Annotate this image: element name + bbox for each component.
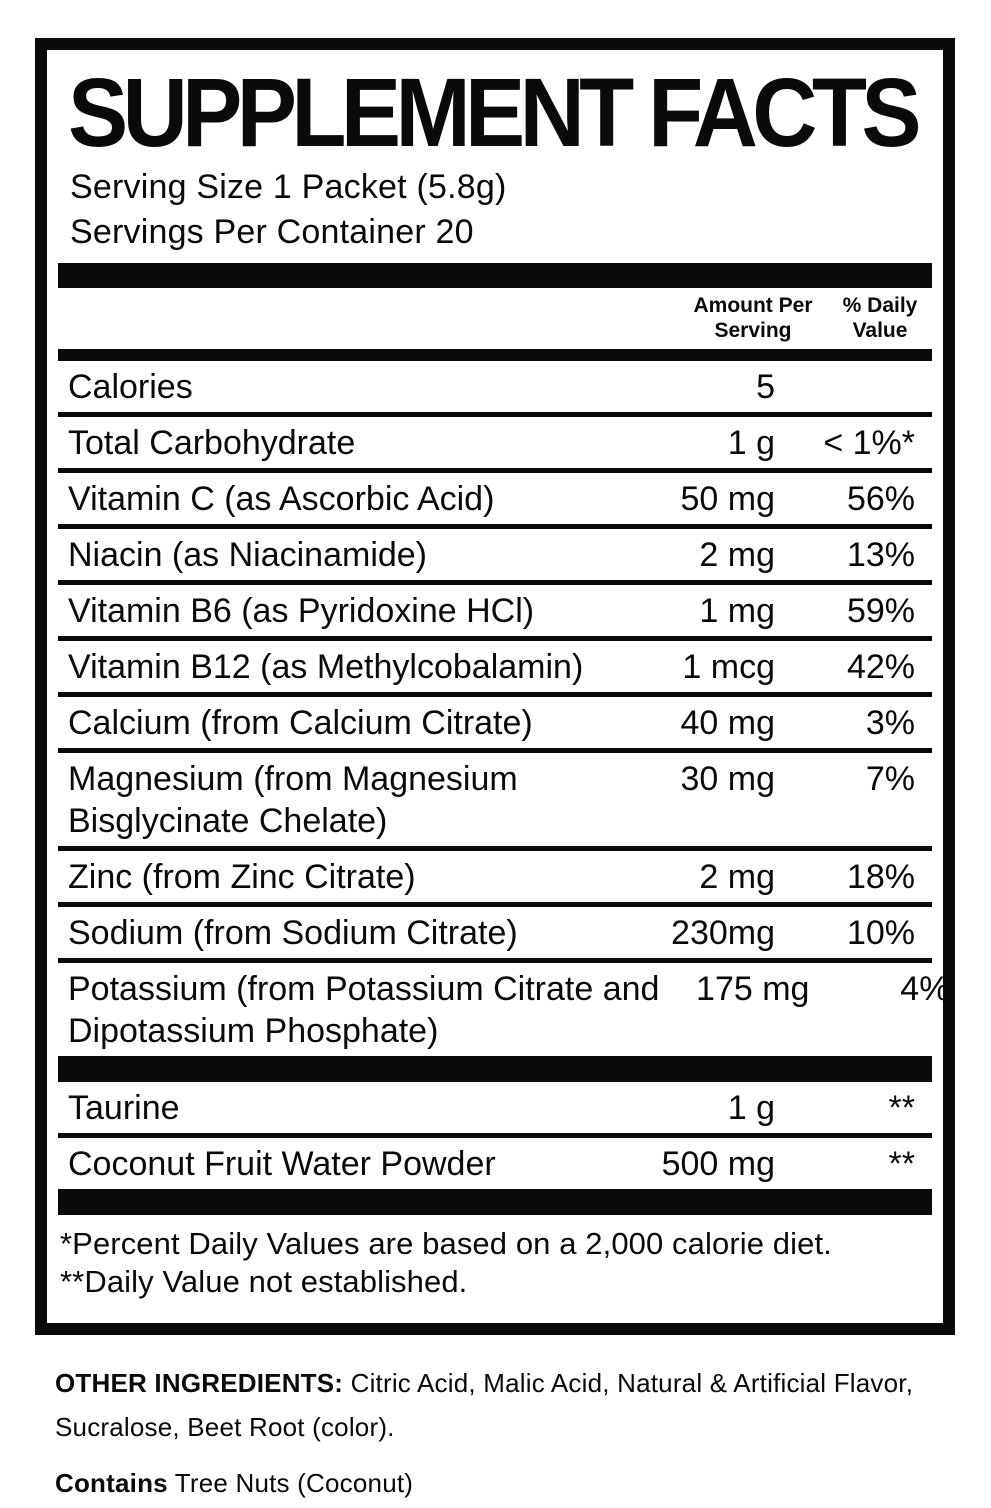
nutrient-row-calories (58, 361, 932, 417)
nutrient-amount: 1 g (727, 1089, 775, 1127)
nutrient-daily-value: 13% (846, 536, 915, 574)
supplement-label-box (35, 38, 955, 1335)
daily-value-header (828, 293, 932, 343)
amount-per-serving-header (678, 293, 828, 343)
nutrient-name: Vitamin C (as Ascorbic Acid) (68, 480, 495, 518)
nutrient-amount: 1 mcg (682, 648, 775, 686)
nutrient-amount: 2 mg (699, 536, 775, 574)
footnotes (60, 1225, 932, 1301)
nutrient-name: Calcium (from Calcium Citrate) (68, 704, 533, 742)
nutrient-amount: 30 mg (680, 760, 775, 798)
nutrient-daily-value: 3% (865, 704, 915, 742)
nutrient-daily-value: ** (888, 1145, 915, 1183)
separator-bar-bottom (58, 1189, 932, 1215)
nutrient-amount: 50 mg (680, 480, 775, 518)
nutrient-amount: 40 mg (680, 704, 775, 742)
dv-header-line1: % Daily (842, 294, 918, 317)
footer (55, 1361, 941, 1505)
column-headers (58, 288, 932, 349)
nutrient-name: Niacin (as Niacinamide) (68, 536, 428, 574)
nutrient-daily-value: 18% (846, 858, 915, 896)
other-ingredients-paragraph (55, 1361, 941, 1449)
footnote-not-established: **Daily Value not established. (60, 1264, 468, 1299)
label-inner (47, 58, 950, 1301)
nutrient-amount: 230mg (671, 914, 775, 952)
nutrient-row-taurine (58, 1082, 932, 1138)
nutrient-row-vitamin-c (58, 473, 932, 529)
nutrient-daily-value: 7% (865, 760, 915, 798)
nutrient-row-total-carbohydrate (58, 417, 932, 473)
nutrient-name: Zinc (from Zinc Citrate) (68, 858, 416, 896)
other-ingredients-label: OTHER INGREDIENTS: (55, 1368, 344, 1398)
nutrient-name: Vitamin B12 (as Methylcobalamin) (68, 648, 584, 686)
nutrient-table (58, 361, 950, 1215)
nutrient-name: Magnesium (from Magnesium Bisglycinate Chelate) (68, 760, 518, 840)
nutrient-row-coconut-fruit-water-powder (58, 1138, 932, 1189)
separator-bar-top (58, 263, 932, 288)
nutrient-amount: 1 g (727, 424, 775, 462)
nutrient-name: Sodium (from Sodium Citrate) (68, 914, 518, 952)
nutrient-name: Calories (68, 368, 193, 406)
nutrient-name: Coconut Fruit Water Powder (68, 1145, 496, 1183)
nutrient-name: Vitamin B6 (as Pyridoxine HCl) (68, 592, 535, 630)
nutrient-row-vitamin-b6 (58, 585, 932, 641)
nutrient-name: Taurine (68, 1089, 180, 1127)
amount-header-line1: Amount Per (693, 294, 813, 317)
nutrient-daily-value: < 1%* (823, 424, 915, 462)
nutrient-row-zinc (58, 851, 932, 907)
separator-bar-under-headers (58, 349, 932, 361)
nutrient-row-niacin (58, 529, 932, 585)
nutrient-amount: 2 mg (699, 858, 775, 896)
nutrient-daily-value: 10% (846, 914, 915, 952)
nutrient-amount: 1 mg (699, 592, 775, 630)
contains-text: Tree Nuts (Coconut) (167, 1468, 414, 1498)
serving-block (70, 165, 932, 255)
nutrient-name: Total Carbohydrate (68, 424, 356, 462)
serving-size-line: Serving Size 1 Packet (5.8g) (70, 168, 507, 206)
nutrient-name: Potassium (from Potassium Citrate and Dipotassium Phosphate) (68, 970, 660, 1050)
nutrient-amount: 5 (756, 368, 775, 406)
contains-paragraph (55, 1461, 941, 1505)
amount-header-line2: Serving (714, 319, 792, 342)
nutrient-daily-value: 56% (846, 480, 915, 518)
nutrient-row-potassium (58, 963, 950, 1056)
nutrient-daily-value: 42% (846, 648, 915, 686)
footnote-daily-values: *Percent Daily Values are based on a 2,000 calorie diet. (60, 1226, 832, 1261)
nutrient-daily-value: 59% (846, 592, 915, 630)
nutrient-amount: 500 mg (661, 1145, 775, 1183)
nutrient-daily-value: ** (888, 1089, 915, 1127)
other-ingredients-text: Citric Acid, Malic Acid, Natural & Artificial Flavor, Sucralose, Beet Root (color). (55, 1368, 914, 1442)
nutrient-amount: 175 mg (696, 970, 810, 1008)
nutrient-row-sodium (58, 907, 932, 963)
supplement-title: SUPPLEMENT FACTS (68, 58, 916, 167)
separator-bar-mid (58, 1056, 932, 1082)
nutrient-row-calcium (58, 697, 932, 753)
nutrient-row-vitamin-b12 (58, 641, 932, 697)
nutrient-daily-value: 4% (900, 970, 950, 1008)
contains-label: Contains (55, 1468, 168, 1498)
nutrient-row-magnesium (58, 753, 932, 851)
servings-per-container-line: Servings Per Container 20 (70, 213, 474, 251)
dv-header-line2: Value (852, 319, 908, 342)
